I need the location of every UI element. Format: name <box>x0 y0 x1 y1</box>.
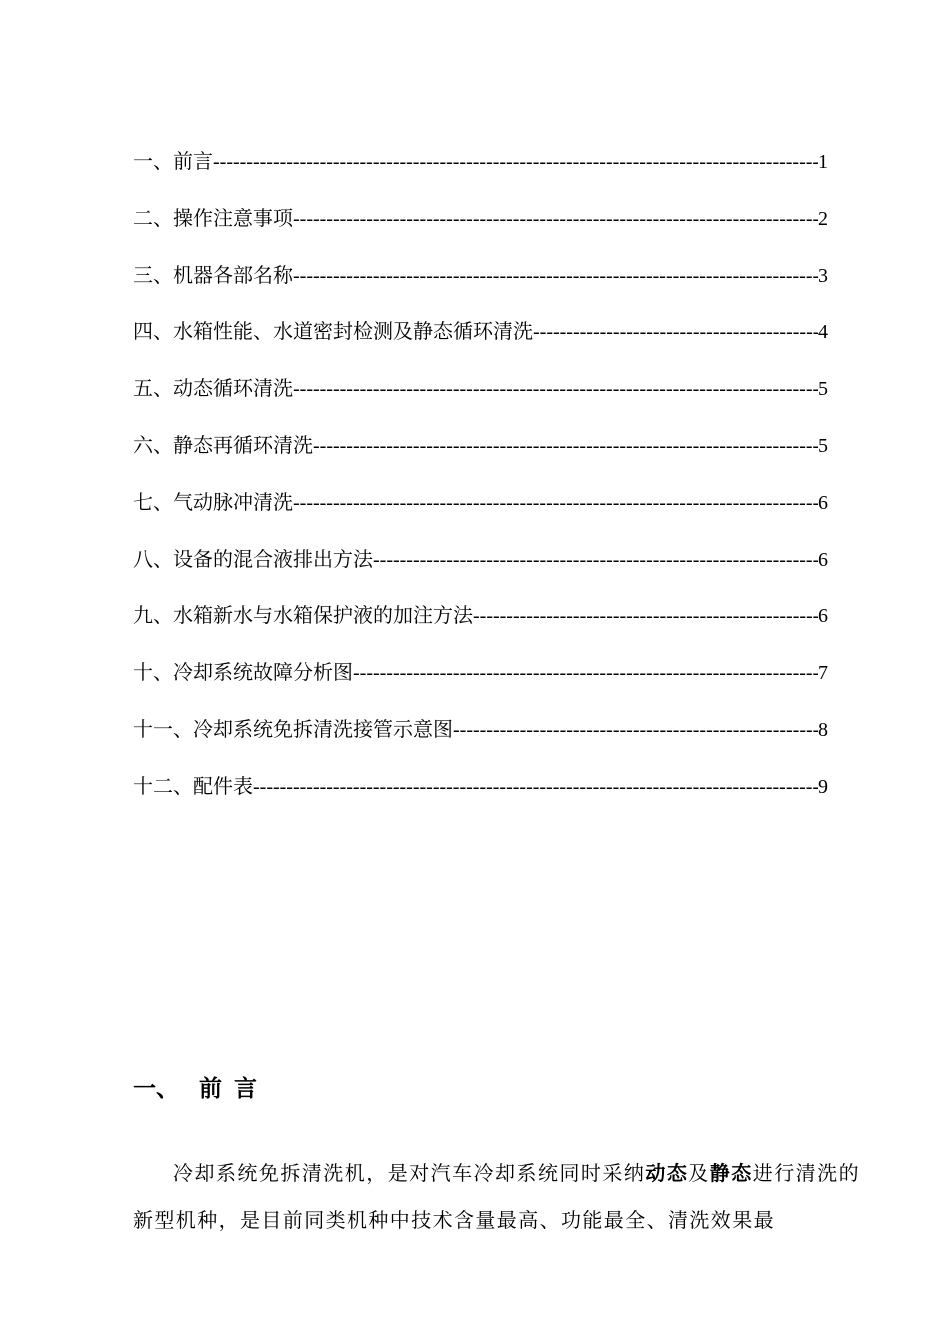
toc-entry-title: 六、静态再循环清洗 <box>133 432 313 457</box>
toc-entry-page: 6 <box>818 605 828 628</box>
toc-entry[interactable] <box>133 655 828 712</box>
toc-entry[interactable] <box>133 712 828 769</box>
toc-entry-page: 7 <box>818 662 828 685</box>
toc-dot-leader <box>533 315 818 349</box>
toc-dot-leader <box>473 599 818 633</box>
toc-entry-page: 8 <box>818 718 828 741</box>
body-paragraph <box>133 1150 860 1244</box>
toc-dot-leader <box>213 145 818 179</box>
toc-dot-leader <box>313 429 818 463</box>
toc-entry[interactable] <box>133 485 828 542</box>
section-number: 一、 <box>133 1076 179 1102</box>
section-title: 前言 <box>199 1076 269 1102</box>
toc-entry-page: 4 <box>818 321 828 344</box>
section-heading <box>133 1070 269 1103</box>
toc-dot-leader <box>293 202 818 236</box>
toc-entry-title: 五、动态循环清洗 <box>133 376 293 401</box>
toc-entry-title: 二、操作注意事项 <box>133 205 293 230</box>
emphasis-static: 静态 <box>709 1161 753 1185</box>
toc-entry-title: 八、设备的混合液排出方法 <box>133 546 373 571</box>
toc-dot-leader <box>293 372 818 406</box>
toc-entry-title: 一、前言 <box>133 149 213 173</box>
paragraph-text: 进行清洗的新型机种，是目前同类机种中技术含量最高、功能最全、清洗效果最 <box>133 1161 861 1232</box>
toc-entry-page: 6 <box>818 548 828 571</box>
toc-entry[interactable] <box>133 428 828 485</box>
toc-entry[interactable] <box>133 598 828 655</box>
toc-entry-title: 四、水箱性能、水道密封检测及静态循环清洗 <box>133 319 533 344</box>
toc-entry-page: 5 <box>818 434 828 457</box>
toc-entry[interactable] <box>133 144 828 201</box>
paragraph-text: 冷却系统免拆清洗机，是对汽车冷却系统同时采纳 <box>173 1161 646 1185</box>
toc-dot-leader <box>253 770 818 804</box>
toc-entry-title: 七、气动脉冲清洗 <box>133 489 293 514</box>
toc-entry-title: 九、水箱新水与水箱保护液的加注方法 <box>133 603 473 628</box>
toc-entry[interactable] <box>133 769 828 826</box>
toc-dot-leader <box>293 259 818 293</box>
paragraph-text: 及 <box>688 1161 710 1185</box>
toc-entry-page: 5 <box>818 378 828 401</box>
table-of-contents <box>133 144 828 826</box>
emphasis-dynamic: 动态 <box>645 1161 689 1185</box>
toc-entry[interactable] <box>133 542 828 599</box>
toc-dot-leader <box>293 486 818 520</box>
toc-entry[interactable] <box>133 314 828 371</box>
toc-entry-title: 三、机器各部名称 <box>133 262 293 287</box>
toc-entry-title: 十二、配件表 <box>133 773 253 798</box>
toc-entry[interactable] <box>133 258 828 315</box>
toc-entry-page: 2 <box>818 207 828 230</box>
toc-entry-page: 3 <box>818 264 828 287</box>
toc-entry-title: 十、冷却系统故障分析图 <box>133 660 353 685</box>
toc-dot-leader <box>373 543 818 577</box>
toc-dot-leader <box>353 656 818 690</box>
toc-dot-leader <box>453 713 818 747</box>
toc-entry[interactable] <box>133 371 828 428</box>
toc-entry-page: 1 <box>818 151 828 173</box>
toc-entry-title: 十一、冷却系统免拆清洗接管示意图 <box>133 716 453 741</box>
toc-entry[interactable] <box>133 201 828 258</box>
toc-entry-page: 9 <box>818 775 828 798</box>
toc-entry-page: 6 <box>818 491 828 514</box>
